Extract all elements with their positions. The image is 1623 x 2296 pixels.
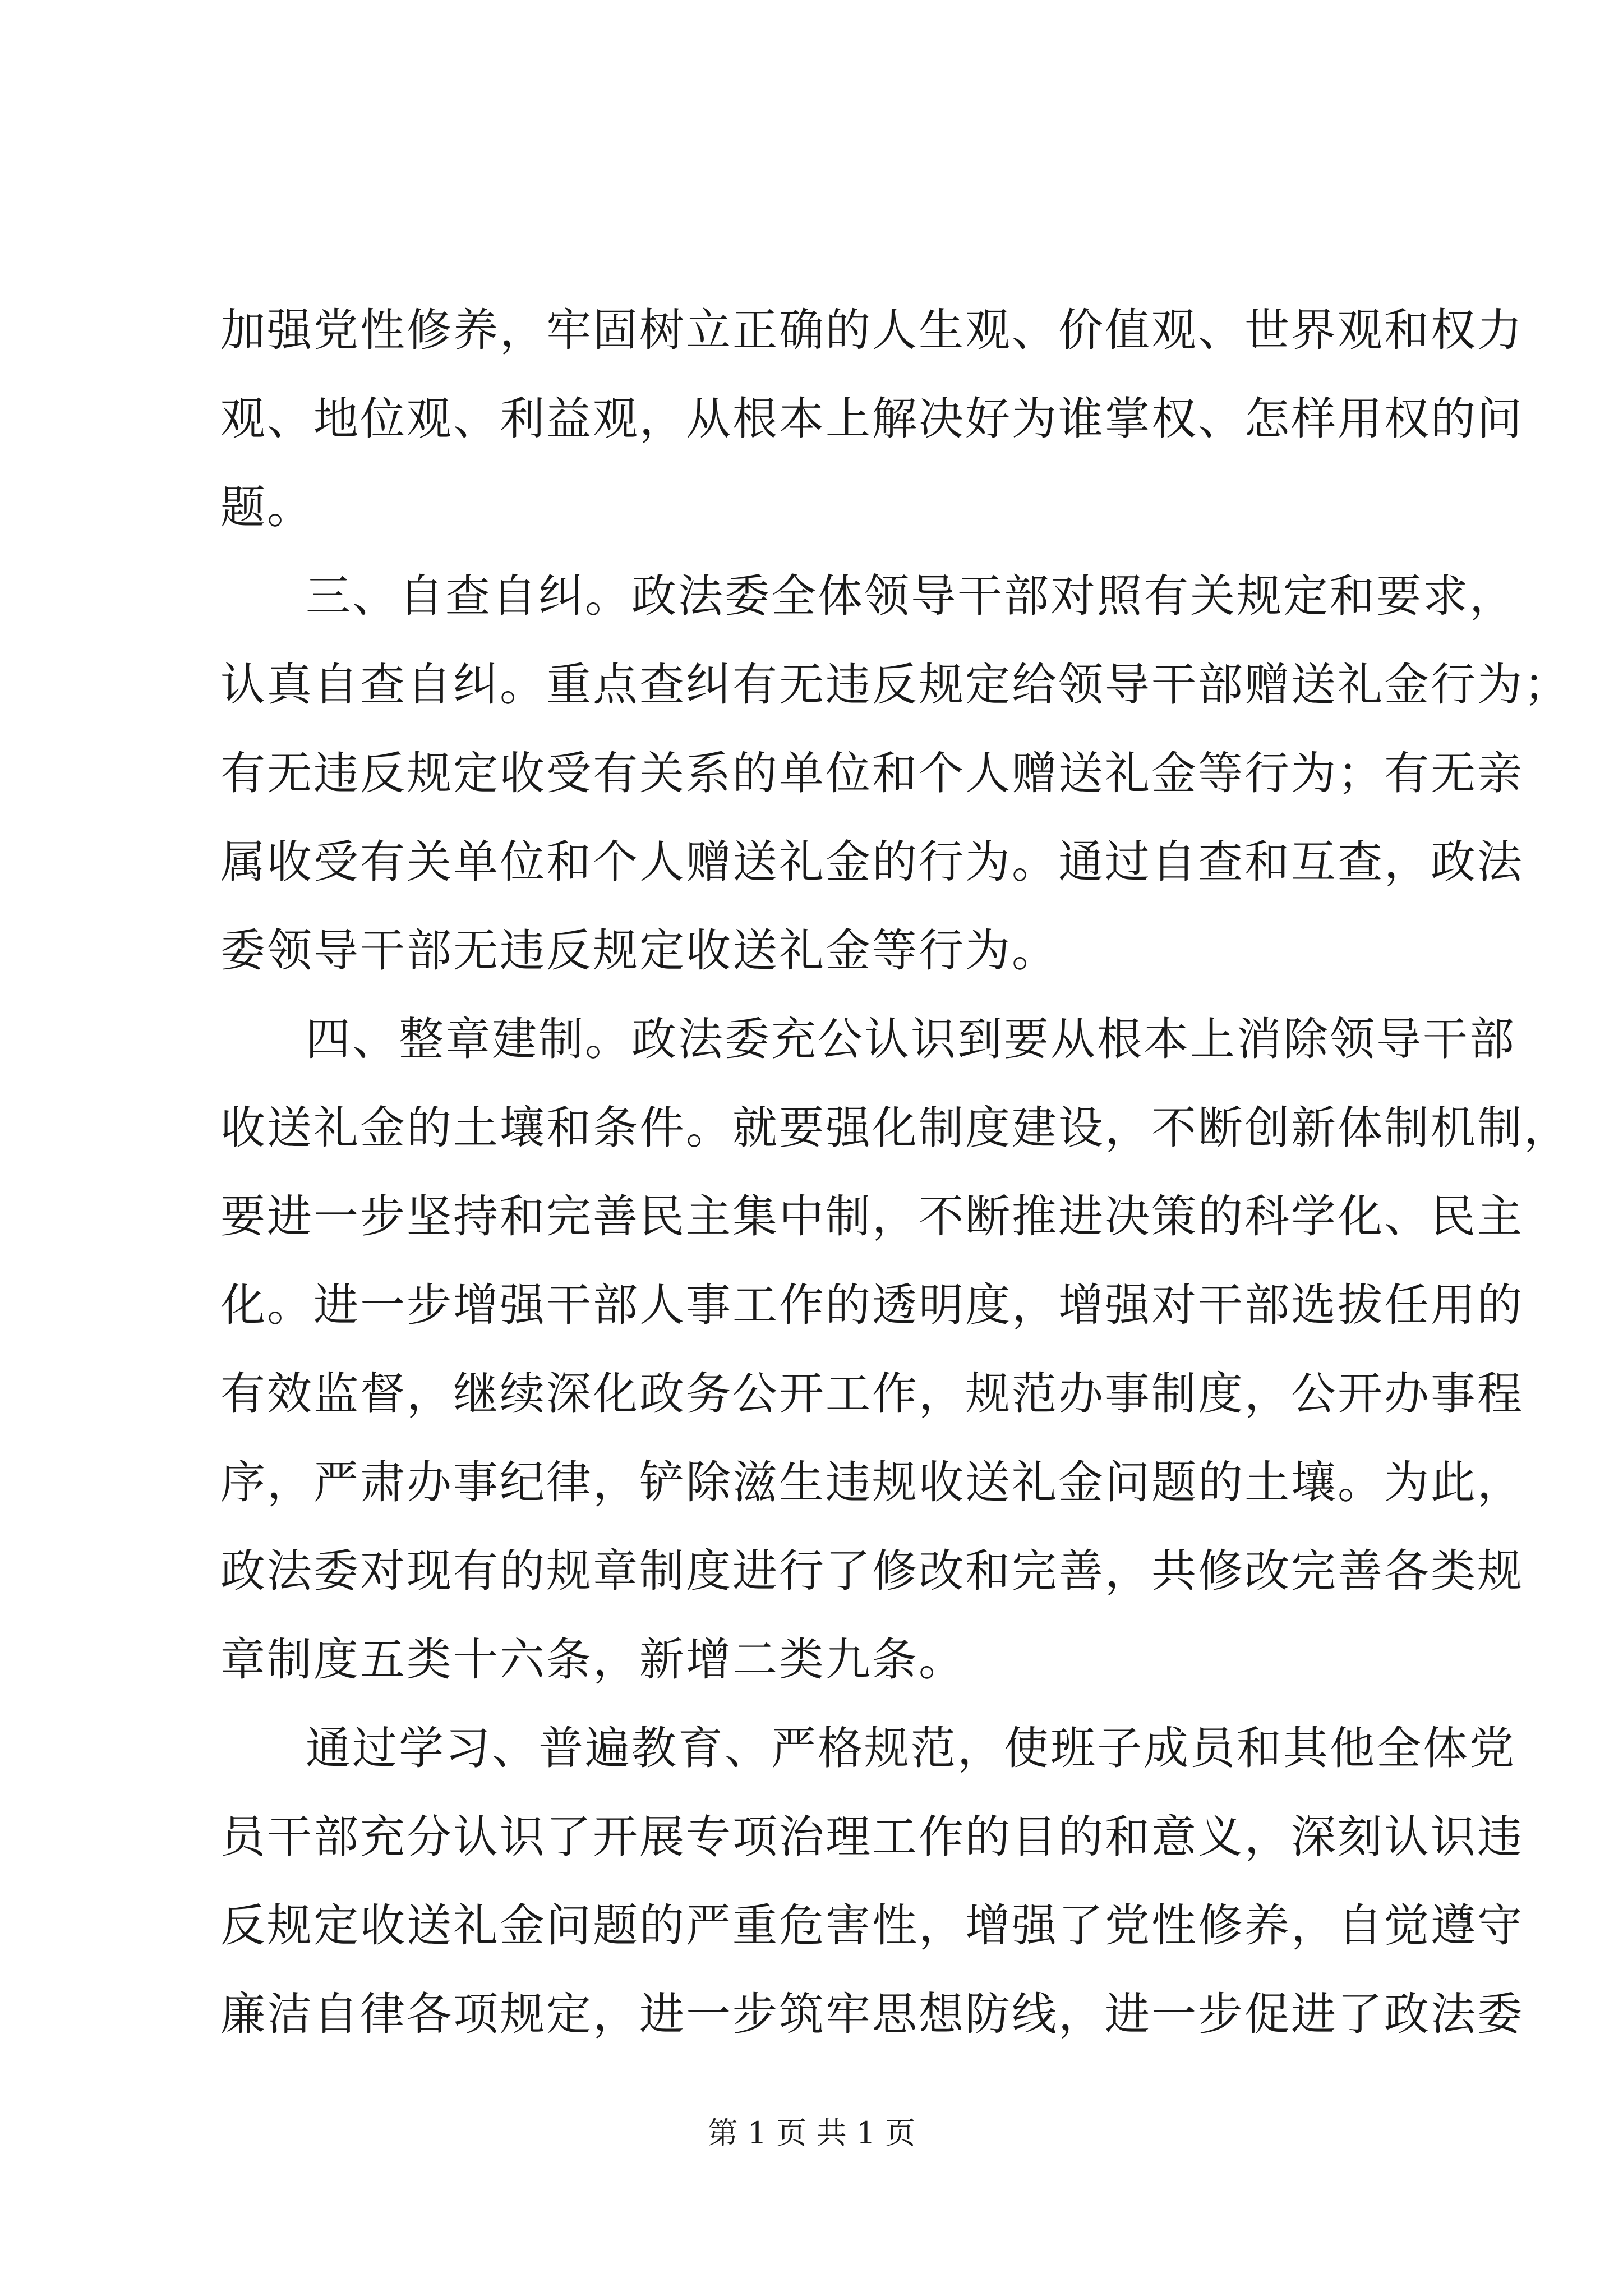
text-line: 收送礼金的土壤和条件。就要强化制度建设，不断创新体制机制， [220, 1102, 1570, 1154]
text-line: 员干部充分认识了开展专项治理工作的目的和意义，深刻认识违 [220, 1811, 1524, 1863]
text-line: 政法委对现有的规章制度进行了修改和完善，共修改完善各类规 [220, 1545, 1524, 1597]
text-line: 有效监督，继续深化政务公开工作，规范办事制度，公开办事程 [220, 1368, 1524, 1420]
text-line: 四、整章建制。政法委充公认识到要从根本上消除领导干部 [306, 1013, 1516, 1065]
text-line: 有无违反规定收受有关系的单位和个人赠送礼金等行为；有无亲 [220, 747, 1524, 799]
page-number: 第 1 页 共 1 页 [707, 2115, 916, 2151]
text-line: 认真自查自纠。重点查纠有无违反规定给领导干部赠送礼金行为； [220, 659, 1570, 711]
body-text [220, 286, 1570, 2059]
paragraph [220, 286, 1524, 552]
page-footer [0, 2114, 1623, 2153]
paragraph [220, 995, 1570, 1704]
paragraph [220, 552, 1570, 995]
text-line: 委领导干部无违反规定收送礼金等行为。 [220, 924, 1058, 977]
text-line: 章制度五类十六条，新增二类九条。 [220, 1634, 965, 1686]
text-line: 加强党性修养，牢固树立正确的人生观、价值观、世界观和权力 [220, 304, 1524, 356]
paragraph [220, 1704, 1524, 2059]
text-line: 廉洁自律各项规定，进一步筑牢思想防线，进一步促进了政法委 [220, 1988, 1524, 2040]
text-line: 属收受有关单位和个人赠送礼金的行为。通过自查和互查，政法 [220, 836, 1524, 888]
text-line: 反规定收送礼金问题的严重危害性，增强了党性修养，自觉遵守 [220, 1899, 1524, 1952]
text-line: 观、地位观、利益观，从根本上解决好为谁掌权、怎样用权的问 [220, 393, 1524, 445]
text-line: 要进一步坚持和完善民主集中制，不断推进决策的科学化、民主 [220, 1190, 1524, 1243]
text-line: 题。 [220, 481, 313, 533]
text-line: 化。进一步增强干部人事工作的透明度，增强对干部选拔任用的 [220, 1279, 1524, 1331]
text-line: 序，严肃办事纪律，铲除滋生违规收送礼金问题的土壤。为此， [220, 1456, 1524, 1508]
text-line: 三、自查自纠。政法委全体领导干部对照有关规定和要求， [306, 570, 1516, 622]
text-line: 通过学习、普遍教育、严格规范，使班子成员和其他全体党 [306, 1722, 1516, 1774]
